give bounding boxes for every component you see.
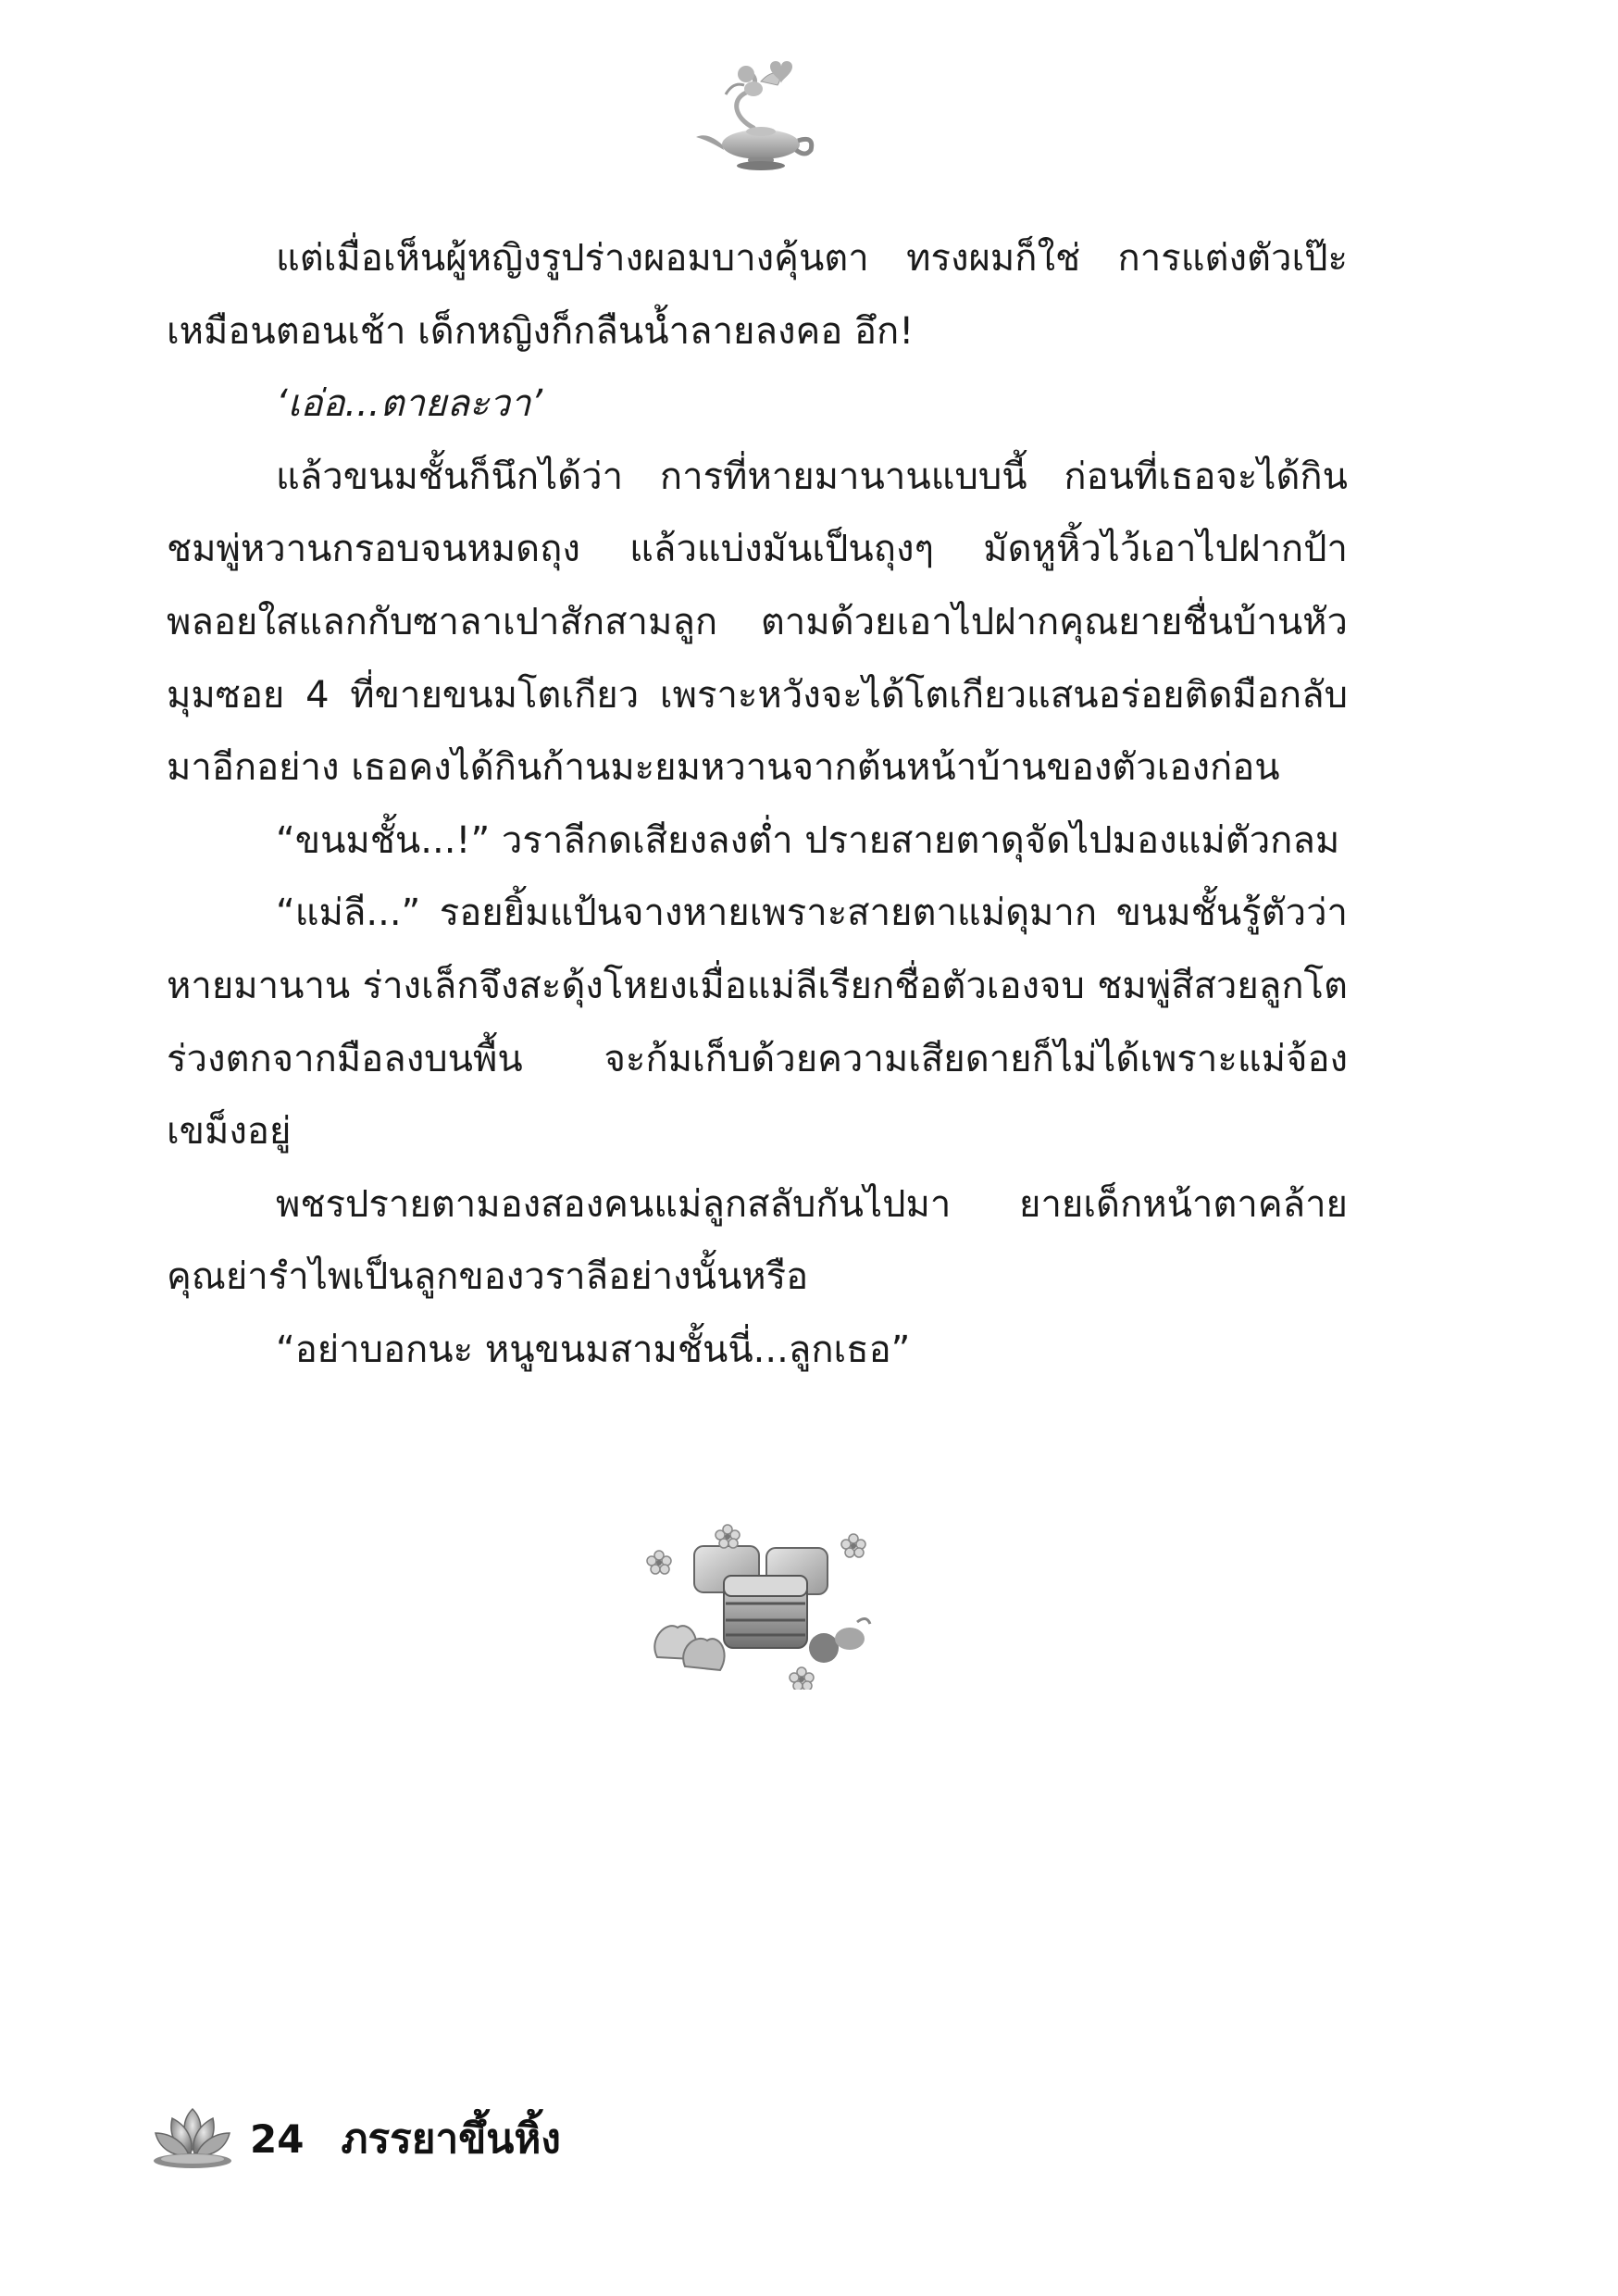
paragraph-dialogue: “ขนมชั้น...!” วราลีกดเสียงลงต่ำ ปรายสายตาดุจัดไปมองแม่ตัวกลม	[276, 818, 1340, 862]
genie-lamp-cupid-icon	[689, 54, 818, 174]
book-title: ภรรยาขึ้นหิ้ง	[341, 2115, 561, 2163]
paragraph-dialogue: “แม่ลี...” รอยยิ้มแป้นจางหายเพราะสายตาแม่ดุมาก ขนมชั้นรู้ตัวว่าหายมานาน ร่างเล็กจึงสะดุ้งโหยงเมื่อแม่ลีเรียกชื่อตัวเองจบ ชมพู่สีสวยลูกโตร่วงตกจากมือลงบนพื้น จะก้มเก็บด้วยความเสียดายก็ไม่ได้เพราะแม่จ้องเขม็งอยู่	[167, 892, 1348, 1154]
paragraph: พชรปรายตามองสองคนแม่ลูกสลับกันไปมา ยายเด็กหน้าตาคล้ายคุณย่ารำไพเป็นลูกของวราลีอย่างนั้นหรือ	[167, 1182, 1348, 1299]
thai-dessert-icon	[639, 1518, 879, 1690]
page-number: 24	[250, 2115, 305, 2162]
paragraph: แต่เมื่อเห็นผู้หญิงรูปร่างผอมบางคุ้นตา ทรงผมก็ใช่ การแต่งตัวเป๊ะเหมือนตอนเช้า เด็กหญิงก็กลืนน้ำลายลงคอ อึก!	[167, 237, 1348, 353]
lotus-logo-icon	[148, 2102, 237, 2176]
paragraph-dialogue: “อย่าบอกนะ หนูขนมสามชั้นนี่...ลูกเธอ”	[276, 1328, 911, 1371]
paragraph: แล้วขนมชั้นก็นึกได้ว่า การที่หายมานานแบบนี้ ก่อนที่เธอจะได้กินชมพู่หวานกรอบจนหมดถุง แล้วแบ่งมันเป็นถุงๆ มัดหูหิ้วไว้เอาไปฝากป้าพลอยใสแลกกับซาลาเปาสักสามลูก ตามด้วยเอาไปฝากคุณยายชื่นบ้านหัวมุมซอย 4 ที่ขายขนมโตเกียว เพราะหวังจะได้โตเกียวแสนอร่อยติดมือกลับมาอีกอย่าง เธอคงได้กินก้านมะยมหวานจากต้นหน้าบ้านของตัวเองก่อน	[167, 455, 1348, 790]
page-footer	[148, 2097, 561, 2180]
body-text	[167, 222, 1348, 1387]
paragraph-thought: ‘เอ่อ...ตายละวา’	[276, 382, 543, 426]
